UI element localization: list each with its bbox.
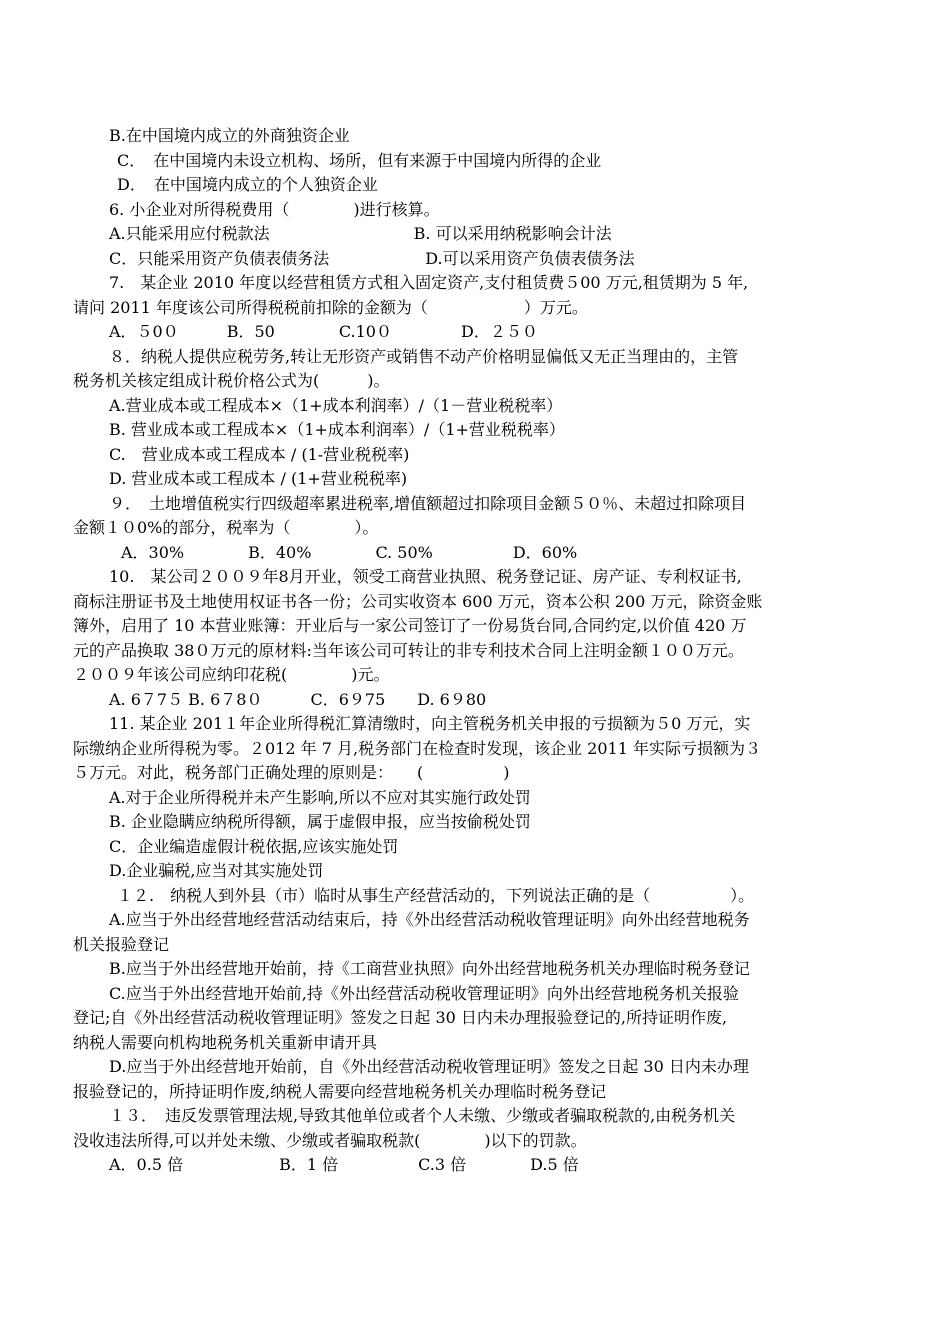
- text-line: ９． 土地增值税实行四级超率累进税率,增值额超过扣除项目金额５０％、未超过扣除项目: [109, 493, 747, 513]
- text-line: A.只能采用应付税款法 B. 可以采用纳税影响会计法: [109, 224, 612, 243]
- text-line: ２００９年该公司应纳印花税( )元。: [73, 665, 390, 684]
- text-line: １３． 违反发票管理法规,导致其他单位或者个人未缴、少缴或者骗取税款的,由税务机关: [109, 1106, 736, 1125]
- text-line: D.企业骗税,应当对其实施处罚: [109, 861, 324, 880]
- text-line: 机关报验登记: [73, 934, 170, 954]
- text-line: C． 在中国境内未设立机构、场所，但有来源于中国境内所得的企业: [117, 150, 602, 170]
- text-line: 纳税人需要向机构地税务机关重新申请开具: [73, 1032, 378, 1052]
- text-line: 金额１０0%的部分，税率为（ ）。: [73, 518, 379, 537]
- text-line: C. 营业成本或工程成本 / (1-营业税税率): [109, 444, 410, 464]
- text-line: 请问 2011 年度该公司所得税税前扣除的金额为（ ）万元。: [73, 297, 588, 317]
- document-body: [73, 124, 881, 1178]
- text-line: A.营业成本或工程成本×（1+成本利润率）/（1－营业税税率）: [109, 395, 563, 415]
- text-line: A．30% B．40% C. 50% D．60%: [121, 542, 578, 562]
- text-line: 商标注册证书及土地使用权证书各一份；公司实收资本 600 万元，资本公积 200 万元，除资金账: [73, 591, 763, 611]
- text-line: D． 在中国境内成立的个人独资企业: [117, 175, 378, 194]
- text-line: 7. 某企业 2010 年度以经营租赁方式租入固定资产,支付租赁费５00 万元,租赁期为 5 年,: [109, 273, 749, 292]
- text-line: C.应当于外出经营地开始前,持《外出经营活动税收管理证明》向外出经营地税务机关报验: [109, 983, 739, 1003]
- text-line: ５万元。对此，税务部门正确处理的原则是： ( ): [73, 763, 510, 782]
- text-line: B.应当于外出经营地开始前，持《工商营业执照》向外出经营地税务机关办理临时税务登记: [109, 959, 750, 978]
- text-line: A.应当于外出经营地经营活动结束后，持《外出经营活动税收管理证明》向外出经营地税务: [109, 910, 750, 929]
- text-line: C．企业编造虚假计税依据,应该实施处罚: [109, 836, 399, 856]
- text-line: 簿外，启用了 10 本营业账簿：开业后与一家公司签订了一份易货台同,合同约定,以价值 420 万: [73, 616, 747, 635]
- text-line: B. 企业隐瞒应纳税所得额，属于虚假申报，应当按偷税处罚: [109, 812, 531, 831]
- text-line: 税务机关核定组成计税价格公式为( )。: [73, 371, 390, 390]
- text-line: B. 营业成本或工程成本×（1+成本利润率）/（1+营业税税率）: [109, 420, 565, 439]
- text-line: D. 营业成本或工程成本 / (1+营业税税率): [109, 469, 408, 488]
- text-line: ８．纳税人提供应税劳务,转让无形资产或销售不动产价格明显偏低又无正当理由的，主管: [109, 346, 739, 366]
- text-line: 登记;自《外出经营活动税收管理证明》签发之日起 30 日内未办理报验登记的,所持证明作废,: [73, 1008, 728, 1027]
- text-line: 际缴纳企业所得税为零。２012 年 7 月,税务部门在检查时发现，该企业 2011 年实际亏损额为３: [73, 738, 761, 758]
- text-line: 报验登记的，所持证明作废,纳税人需要向经营地税务机关办理临时税务登记: [73, 1081, 607, 1101]
- text-line: 6. 小企业对所得税费用（ )进行核算。: [109, 199, 440, 219]
- text-line: B.在中国境内成立的外商独资企业: [109, 126, 350, 145]
- text-line: １２. 纳税人到外县（市）临时从事生产经营活动的，下列说法正确的是（ ）。: [117, 885, 755, 905]
- text-line: D.应当于外出经营地开始前，自《外出经营活动税收管理证明》签发之日起 30 日内未办理: [109, 1057, 749, 1076]
- text-line: A．５0０ B．50 C.10０ D．２５０: [109, 322, 538, 341]
- text-line: 11. 某企业 201１年企业所得税汇算清缴时，向主管税务机关申报的亏损额为５0 万元，实: [109, 714, 751, 733]
- text-line: 没收违法所得,可以并处未缴、少缴或者骗取税款( )以下的罚款。: [73, 1130, 587, 1150]
- text-line: C．只能采用资产负债表债务法 D.可以采用资产负债表债务法: [109, 248, 635, 268]
- text-line: 10. 某公司２００９年8月开业，领受工商营业执照、税务登记证、房产证、专利权证书,: [109, 567, 742, 586]
- document-page: [73, 124, 881, 1178]
- text-line: A.对于企业所得税并未产生影响,所以不应对其实施行政处罚: [109, 787, 531, 807]
- text-line: 元的产品换取 38０万元的原材料:当年该公司可转让的非专利技术合同上注明金额１００万元。: [73, 640, 744, 660]
- text-line: A．0.5 倍 B．1 倍 C.3 倍 D.5 倍: [109, 1155, 579, 1174]
- text-line: A. 6７7５ B. 6７8０ C．6９75 D. 6９80: [109, 689, 487, 709]
